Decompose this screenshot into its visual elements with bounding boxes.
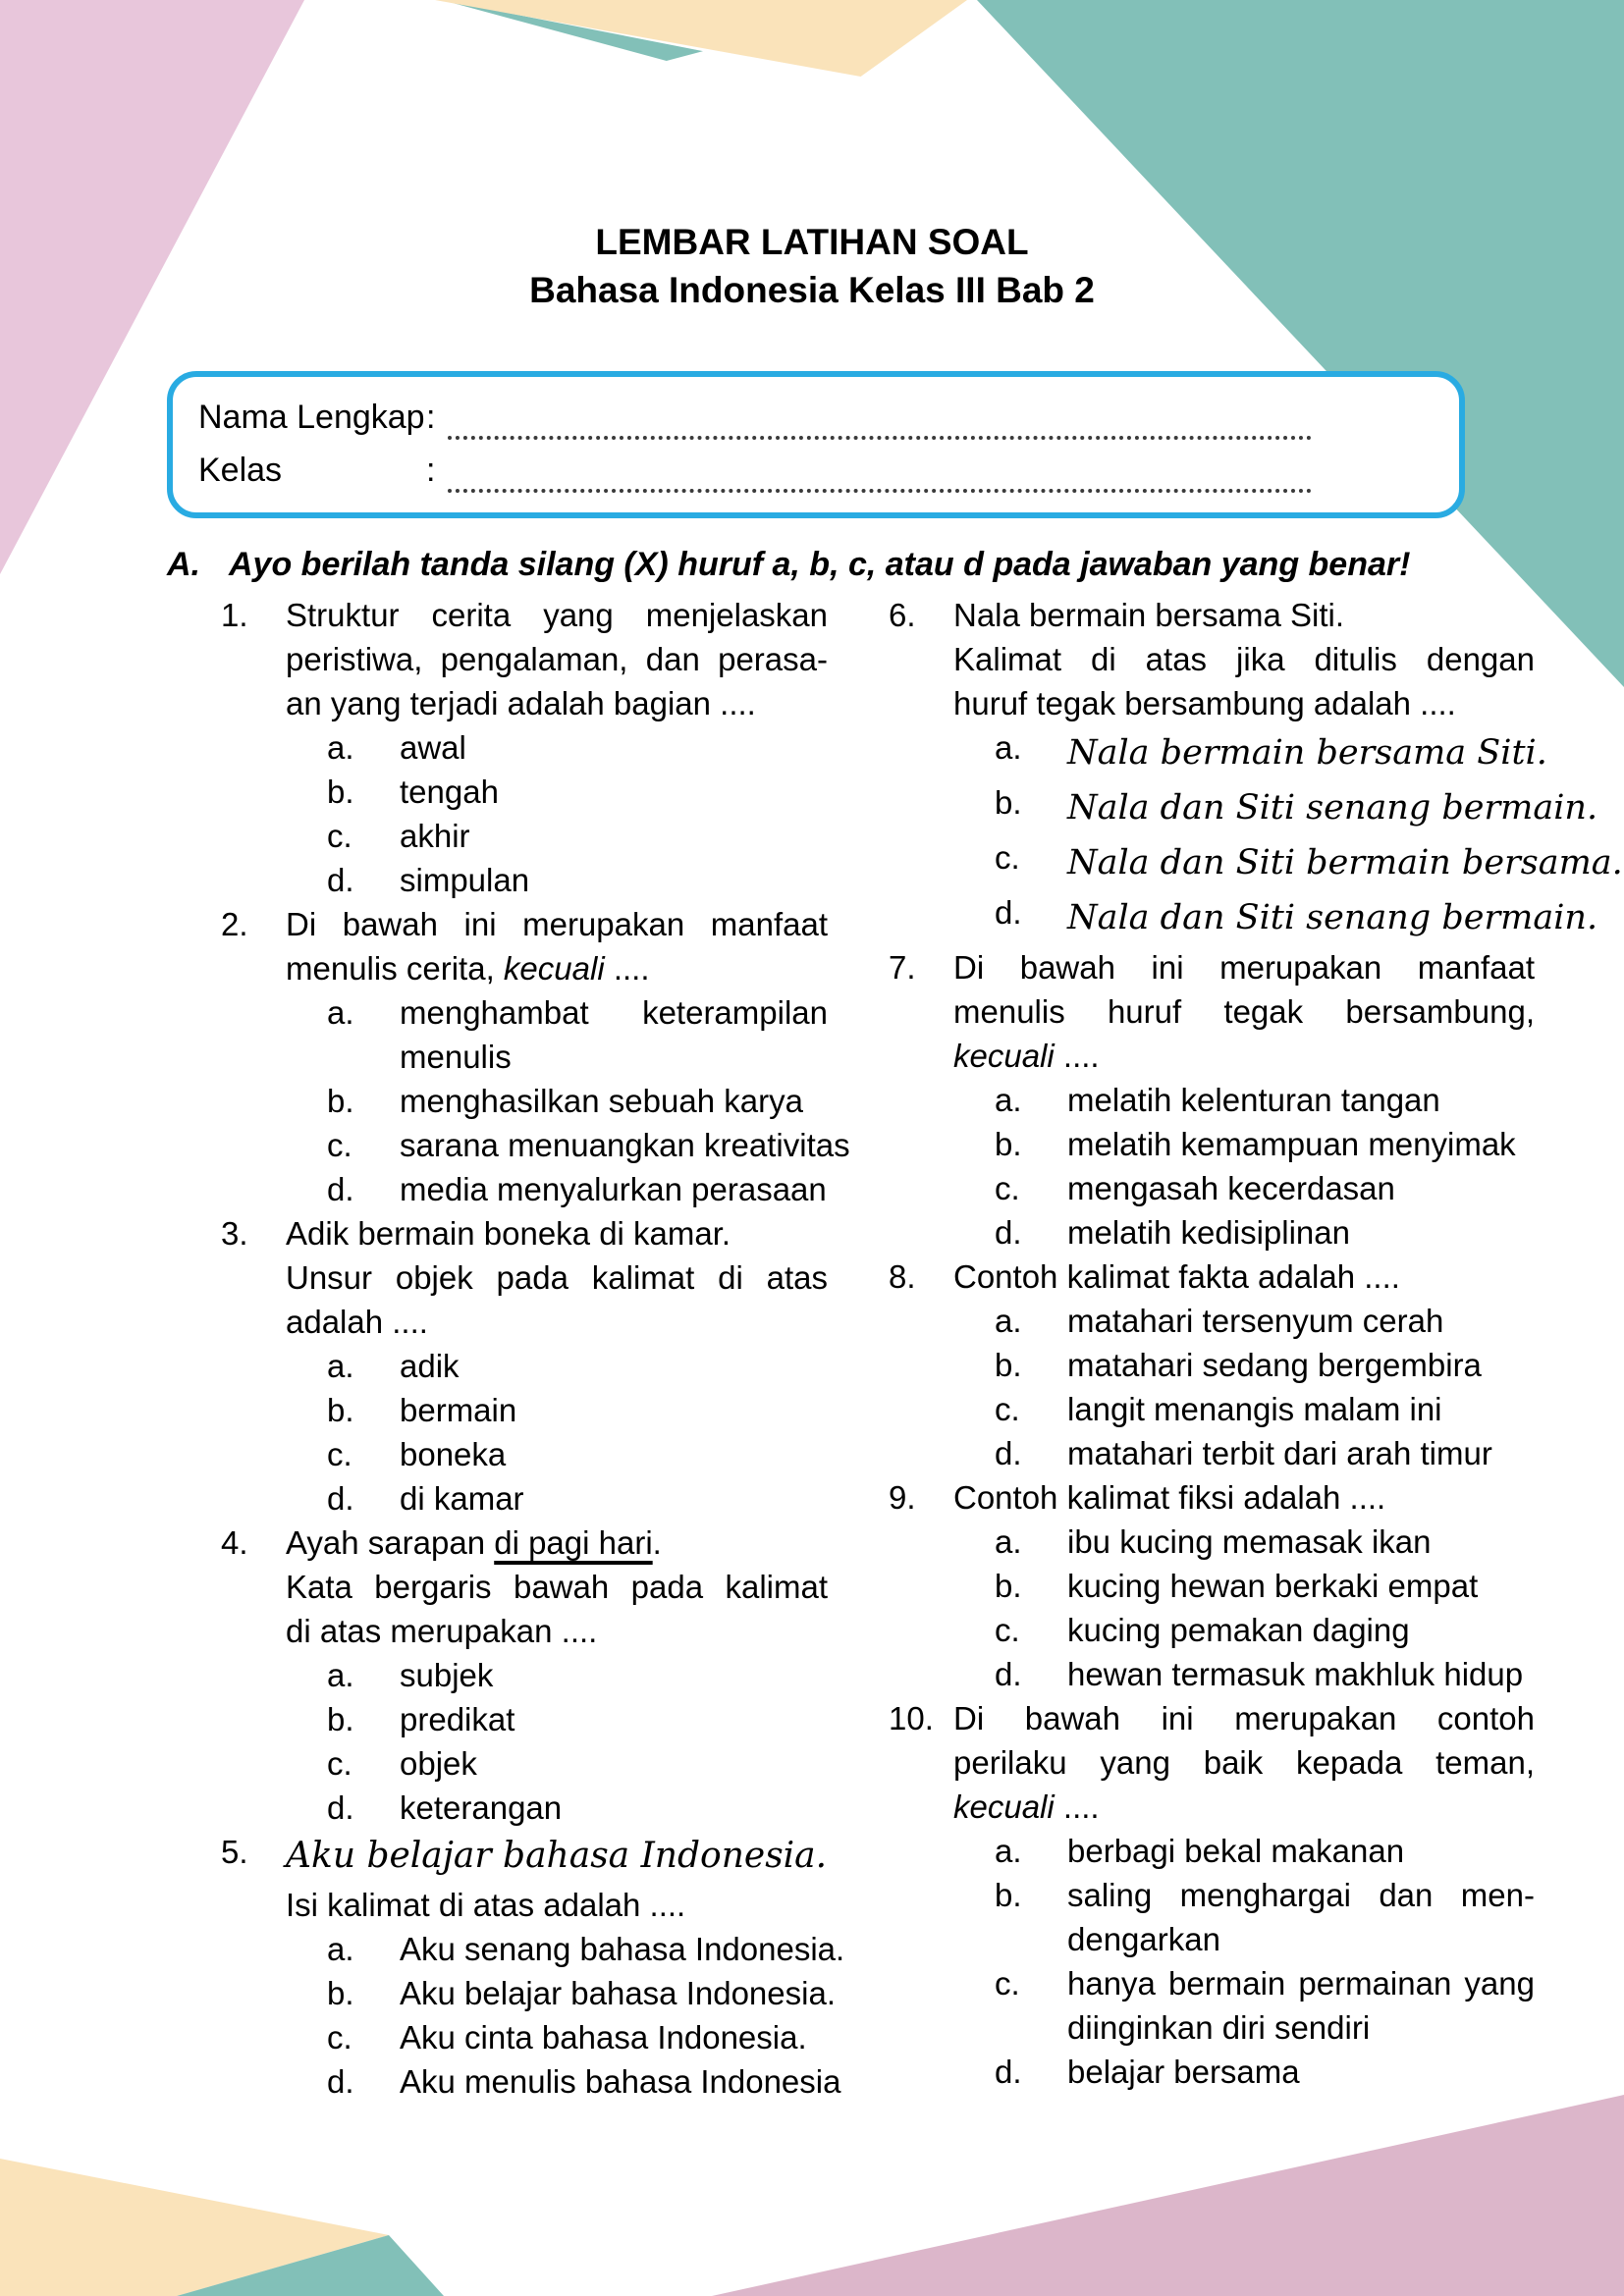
option-label: b. [995, 1877, 1022, 1913]
question-number: 2. [221, 906, 248, 942]
option-7b [953, 1122, 1535, 1166]
option-text-line: tengah [400, 774, 499, 810]
page-title: LEMBAR LATIHAN SOAL [595, 222, 1029, 262]
text-segment: .... [604, 950, 650, 987]
option-8a [953, 1299, 1535, 1343]
option-body [1067, 1608, 1535, 1652]
option-body [400, 858, 828, 902]
option-text-line: boneka [400, 1436, 507, 1472]
option-2a [286, 990, 828, 1079]
option-body [400, 725, 828, 770]
option-body [1067, 1961, 1535, 2050]
underlined-text: di pagi hari [494, 1524, 653, 1561]
option-label: d. [995, 1214, 1022, 1251]
option-text-line: dengarkan [1067, 1921, 1220, 1957]
option-3b [286, 1388, 828, 1432]
option-label: a. [327, 1931, 354, 1967]
questions-column-right [889, 593, 1623, 2094]
option-text-line: menulis [400, 1039, 512, 1075]
question-text-line [953, 1785, 1535, 1829]
option-4a [286, 1653, 828, 1697]
option-body [1067, 1343, 1535, 1387]
option-body [400, 1786, 828, 1830]
option-text-line: melatih kelenturan tangan [1067, 1082, 1440, 1118]
question-text-line: adalah .... [286, 1304, 428, 1340]
option-label: d. [995, 1656, 1022, 1692]
option-text-line: melatih kemampuan menyimak [1067, 1126, 1516, 1162]
question-text-line: Struktur cerita yang menjelaskan [286, 597, 828, 633]
option-text-line: Aku senang bahasa Indonesia. [400, 1931, 845, 1967]
option-label: c. [995, 1612, 1020, 1648]
option-body [400, 814, 828, 858]
class-label: Kelas [198, 452, 283, 489]
option-label: b. [995, 784, 1022, 821]
option-label: d. [995, 2054, 1022, 2090]
italic-keyword: kecuali [953, 1789, 1055, 1825]
pink-triangle-bottom-right [712, 2095, 1624, 2296]
option-9a [953, 1520, 1535, 1564]
option-label: d. [327, 1789, 354, 1826]
option-text-line: objek [400, 1745, 477, 1782]
option-text-line: predikat [400, 1701, 515, 1737]
name-row [198, 399, 1312, 452]
option-body [400, 2015, 828, 2059]
option-label: b. [995, 1568, 1022, 1604]
option-7a [953, 1078, 1535, 1122]
option-text-line: saling menghargai dan men- [1067, 1877, 1535, 1913]
option-body [1067, 1122, 1535, 1166]
question-body [953, 593, 1623, 945]
option-text-line: hewan termasuk makhluk hidup [1067, 1656, 1524, 1692]
option-body [400, 1971, 836, 2015]
option-label: b. [327, 1083, 354, 1119]
option-label: a. [995, 1082, 1022, 1118]
option-label: a. [327, 1657, 354, 1693]
question-text-line [286, 1521, 828, 1565]
option-label: b. [995, 1347, 1022, 1383]
option-text-line: langit menangis malam ini [1067, 1391, 1442, 1427]
name-colon: : [426, 399, 436, 436]
text-segment: menulis cerita, [286, 950, 504, 987]
question-number: 6. [889, 597, 916, 633]
question-text-line: Contoh kalimat fakta adalah .... [953, 1258, 1400, 1295]
option-label: b. [327, 1392, 354, 1428]
question-8 [889, 1255, 1535, 1475]
question-3 [221, 1211, 828, 1521]
question-text-line: Isi kalimat di atas adalah .... [286, 1887, 686, 1923]
option-text-line: matahari sedang bergembira [1067, 1347, 1482, 1383]
option-text-line: subjek [400, 1657, 494, 1693]
question-body [953, 945, 1535, 1255]
option-4d [286, 1786, 828, 1830]
question-body [286, 1521, 828, 1830]
option-text-line: sarana menuangkan kreativitas [400, 1127, 850, 1163]
question-body [286, 1830, 845, 2104]
option-label: b. [327, 1701, 354, 1737]
option-7d [953, 1210, 1535, 1255]
option-text-line: kucing pemakan daging [1067, 1612, 1410, 1648]
option-label: a. [327, 1348, 354, 1384]
question-6 [889, 593, 1623, 945]
option-4b [286, 1697, 828, 1741]
option-7c [953, 1166, 1535, 1210]
option-text-line: mengasah kecerdasan [1067, 1170, 1395, 1206]
option-text-line-script: Nala dan Siti senang bermain. [1067, 898, 1598, 937]
option-label: d. [327, 2063, 354, 2100]
option-4c [286, 1741, 828, 1786]
option-label: d. [327, 862, 354, 898]
option-body [1067, 1829, 1535, 1873]
option-body [400, 990, 828, 1079]
option-body [400, 1079, 828, 1123]
option-text-line: menghambat keterampilan [400, 994, 828, 1031]
question-text-line: di atas merupakan .... [286, 1613, 598, 1649]
question-body [953, 1255, 1535, 1475]
option-label: c. [327, 1436, 352, 1472]
question-2 [221, 902, 850, 1211]
question-body [286, 902, 850, 1211]
option-text-line: akhir [400, 818, 470, 854]
title-block [0, 218, 1624, 314]
name-label: Nama Lengkap [198, 399, 425, 436]
option-body [1067, 2050, 1535, 2094]
question-text-line-script: Aku belajar bahasa Indonesia. [286, 1836, 828, 1876]
option-body [1067, 1873, 1535, 1961]
student-info-box [167, 371, 1465, 518]
option-body [1067, 1652, 1535, 1696]
option-label: b. [327, 1975, 354, 2011]
question-text-line: huruf tegak bersambung adalah .... [953, 685, 1456, 721]
option-2b [286, 1079, 828, 1123]
question-text-line: Di bawah ini merupakan manfaat [953, 949, 1535, 986]
option-5b [286, 1971, 836, 2015]
option-8b [953, 1343, 1535, 1387]
option-3d [286, 1476, 828, 1521]
question-text-line: peristiwa, pengalaman, dan perasa- [286, 641, 828, 677]
option-10b [953, 1873, 1535, 1961]
question-number: 5. [221, 1834, 248, 1870]
option-6b [953, 780, 1598, 835]
option-body [1067, 890, 1598, 945]
page-subtitle: Bahasa Indonesia Kelas III Bab 2 [529, 270, 1095, 310]
option-label: a. [995, 1833, 1022, 1869]
option-body [400, 1123, 850, 1167]
option-text-line: Aku menulis bahasa Indonesia [400, 2063, 841, 2100]
option-label: c. [327, 1745, 352, 1782]
option-text-line: menghasilkan sebuah karya [400, 1083, 803, 1119]
option-label: b. [327, 774, 354, 810]
option-body [1067, 1078, 1535, 1122]
question-text-line: Contoh kalimat fiksi adalah .... [953, 1479, 1386, 1516]
option-5d [286, 2059, 841, 2104]
option-5c [286, 2015, 828, 2059]
option-label: b. [995, 1126, 1022, 1162]
option-body [1067, 1520, 1535, 1564]
option-label: d. [995, 1435, 1022, 1471]
option-label: c. [995, 1170, 1020, 1206]
option-5a [286, 1927, 845, 1971]
option-text-line: Aku belajar bahasa Indonesia. [400, 1975, 836, 2011]
question-text-line [953, 1034, 1535, 1078]
question-number: 8. [889, 1258, 916, 1295]
option-label: a. [327, 994, 354, 1031]
option-text-line: di kamar [400, 1480, 524, 1517]
question-5 [221, 1830, 845, 2104]
option-text-line: adik [400, 1348, 460, 1384]
class-fill-line[interactable] [448, 452, 1312, 493]
peach-triangle-top [435, 0, 967, 77]
option-label: a. [995, 1303, 1022, 1339]
question-text-line: Unsur objek pada kalimat di atas [286, 1259, 828, 1296]
option-body [1067, 1166, 1535, 1210]
option-label: c. [995, 1391, 1020, 1427]
option-6c [953, 835, 1623, 890]
text-segment: .... [1054, 1038, 1100, 1074]
option-label: c. [327, 1127, 352, 1163]
option-text-line: simpulan [400, 862, 530, 898]
section-a-label: A. [167, 546, 200, 583]
option-label: c. [995, 1965, 1020, 2002]
option-1d [286, 858, 828, 902]
question-number: 1. [221, 597, 248, 633]
option-text-line: bermain [400, 1392, 517, 1428]
question-text-line: Kalimat di atas jika ditulis dengan [953, 641, 1535, 677]
option-body [400, 1344, 828, 1388]
question-text-line: an yang terjadi adalah bagian .... [286, 685, 756, 721]
question-text-line: Di bawah ini merupakan manfaat [286, 906, 828, 942]
option-body [400, 1653, 828, 1697]
class-colon: : [426, 452, 436, 489]
question-text-line [286, 946, 828, 990]
option-6d [953, 890, 1598, 945]
question-number: 4. [221, 1524, 248, 1561]
option-2c [286, 1123, 850, 1167]
option-9b [953, 1564, 1535, 1608]
option-text-line: keterangan [400, 1789, 563, 1826]
option-1b [286, 770, 828, 814]
option-10d [953, 2050, 1535, 2094]
question-body [286, 1211, 828, 1521]
option-text-line: Aku cinta bahasa Indonesia. [400, 2019, 807, 2056]
question-9 [889, 1475, 1535, 1696]
text-segment: Ayah sarapan [286, 1524, 495, 1561]
option-body [400, 1432, 828, 1476]
question-number: 7. [889, 949, 916, 986]
question-body [953, 1696, 1535, 2094]
question-10 [889, 1696, 1535, 2094]
option-2d [286, 1167, 828, 1211]
option-body [1067, 1564, 1535, 1608]
option-label: c. [995, 839, 1020, 876]
option-text-line: kucing hewan berkaki empat [1067, 1568, 1479, 1604]
option-text-line: media menyalurkan perasaan [400, 1171, 827, 1207]
option-text-line: melatih kedisiplinan [1067, 1214, 1350, 1251]
option-8c [953, 1387, 1535, 1431]
option-9d [953, 1652, 1535, 1696]
question-1 [221, 593, 828, 902]
option-text-line: ibu kucing memasak ikan [1067, 1523, 1432, 1560]
text-segment: .... [1054, 1789, 1100, 1825]
name-fill-line[interactable] [448, 399, 1312, 440]
section-a-heading [167, 546, 1483, 584]
question-text-line: Nala bermain bersama Siti. [953, 597, 1344, 633]
option-10a [953, 1829, 1535, 1873]
option-label: a. [995, 729, 1022, 766]
text-segment: . [652, 1524, 662, 1561]
option-body [400, 1388, 828, 1432]
option-6a [953, 725, 1547, 780]
question-number: 10. [889, 1700, 934, 1736]
option-body [400, 770, 828, 814]
option-body [1067, 1299, 1535, 1343]
option-body [400, 2059, 841, 2104]
option-label: c. [327, 2019, 352, 2056]
option-body [1067, 1210, 1535, 1255]
question-number: 9. [889, 1479, 916, 1516]
question-number: 3. [221, 1215, 248, 1252]
option-text-line: belajar bersama [1067, 2054, 1300, 2090]
option-label: d. [327, 1171, 354, 1207]
question-text-line: perilaku yang baik kepada teman, [953, 1744, 1535, 1781]
option-label: d. [995, 894, 1022, 931]
question-body [286, 593, 828, 902]
option-text-line: diinginkan diri sendiri [1067, 2009, 1371, 2046]
option-text-line-script: Nala dan Siti bermain bersama. [1067, 843, 1623, 882]
teal-triangle-top-right [977, 0, 1624, 687]
question-text-line: Kata bergaris bawah pada kalimat [286, 1569, 828, 1605]
option-1c [286, 814, 828, 858]
option-body [400, 1476, 828, 1521]
option-label: a. [327, 729, 354, 766]
section-a-instruction: Ayo berilah tanda silang (X) huruf a, b, c, atau d pada jawaban yang benar! [229, 546, 1411, 583]
option-text-line-script: Nala bermain bersama Siti. [1067, 733, 1547, 773]
option-body [400, 1167, 828, 1211]
option-body [400, 1697, 828, 1741]
option-label: c. [327, 818, 352, 854]
option-text-line-script: Nala dan Siti senang bermain. [1067, 788, 1598, 828]
option-label: a. [995, 1523, 1022, 1560]
question-text-line: Di bawah ini merupakan contoh [953, 1700, 1535, 1736]
question-4 [221, 1521, 828, 1830]
option-body [400, 1927, 845, 1971]
question-text-line: Adik bermain boneka di kamar. [286, 1215, 731, 1252]
question-body [953, 1475, 1535, 1696]
question-7 [889, 945, 1535, 1255]
questions-column-left [221, 593, 850, 2104]
italic-keyword: kecuali [503, 950, 605, 987]
option-3a [286, 1344, 828, 1388]
option-body [1067, 1431, 1535, 1475]
option-9c [953, 1608, 1535, 1652]
question-text-line: menulis huruf tegak bersambung, [953, 993, 1535, 1030]
option-body [1067, 1387, 1535, 1431]
option-body [400, 1741, 828, 1786]
option-text-line: matahari tersenyum cerah [1067, 1303, 1444, 1339]
italic-keyword: kecuali [953, 1038, 1055, 1074]
option-text-line: awal [400, 729, 466, 766]
option-8d [953, 1431, 1535, 1475]
option-body [1067, 780, 1598, 835]
option-1a [286, 725, 828, 770]
option-3c [286, 1432, 828, 1476]
option-text-line: hanya bermain permainan yang [1067, 1965, 1535, 2002]
option-body [1067, 835, 1623, 890]
option-text-line: matahari terbit dari arah timur [1067, 1435, 1492, 1471]
option-10c [953, 1961, 1535, 2050]
class-row [198, 452, 1312, 505]
option-label: d. [327, 1480, 354, 1517]
option-body [1067, 725, 1547, 780]
option-text-line: berbagi bekal makanan [1067, 1833, 1405, 1869]
